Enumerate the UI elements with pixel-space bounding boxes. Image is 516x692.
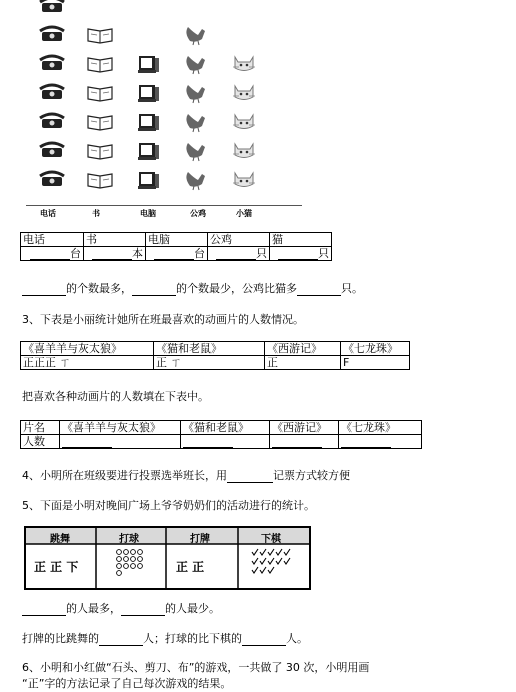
film-cell: 《猫和老鼠》 [154, 342, 265, 356]
book-icon [88, 174, 112, 188]
computer-icon [138, 85, 159, 102]
ball-tally-circle [124, 550, 129, 555]
cards-tally: 正 正 [176, 560, 205, 574]
blank[interactable] [22, 284, 66, 296]
header-cell: 电话 [21, 233, 84, 247]
ball-tally-circle [131, 564, 136, 569]
ball-tally-circle [124, 557, 129, 562]
tally-cell: 正正正 ㄒ [21, 356, 154, 370]
picto-label-telephone: 电话 [40, 209, 56, 218]
question-line-1: 的个数最多， 的个数最少，公鸡比猫多 只。 [22, 282, 363, 296]
telephone-icon [40, 85, 64, 99]
chess-tally-check [260, 567, 266, 573]
question-3-title: 3、下表是小丽统计她所在班最喜欢的动画片的人数情况。 [22, 313, 304, 326]
ball-tally-circle [138, 557, 143, 562]
header-cell: 公鸡 [208, 233, 270, 247]
activity-cards: 打牌 [190, 534, 210, 545]
ball-tally-circle [138, 550, 143, 555]
chess-tally-check [268, 567, 274, 573]
activity-tally-box [24, 526, 311, 590]
blank[interactable] [242, 634, 286, 646]
header-cell: 《七龙珠》 [339, 421, 422, 435]
activity-chess: 下棋 [261, 534, 281, 545]
ball-tally-circle [131, 557, 136, 562]
book-icon [88, 29, 112, 43]
blank[interactable] [121, 604, 165, 616]
header-cell: 《西游记》 [270, 421, 339, 435]
film-cell: 《喜羊羊与灰太狼》 [21, 342, 154, 356]
computer-icon [138, 143, 159, 160]
tally-cell: F [341, 356, 410, 370]
cat-icon [233, 57, 255, 71]
header-cell: 片名 [21, 421, 60, 435]
film-cell: 《西游记》 [265, 342, 341, 356]
pictograph [0, 0, 320, 225]
chess-tally-check [284, 549, 290, 555]
answer-cell[interactable] [339, 435, 422, 449]
ball-tally-circle [117, 557, 122, 562]
chess-tally-check [252, 549, 258, 555]
header-cell: 电脑 [146, 233, 208, 247]
blank[interactable] [22, 604, 66, 616]
telephone-icon [40, 27, 64, 41]
computer-icon [138, 114, 159, 131]
picto-label-computer: 电脑 [140, 209, 156, 218]
book-icon [88, 58, 112, 72]
row-label: 人数 [21, 435, 60, 449]
rooster-icon [186, 172, 205, 190]
question-3-instruction: 把喜欢各种动画片的人数填在下表中。 [22, 390, 209, 403]
header-cell: 《猫和老鼠》 [181, 421, 270, 435]
chess-tally-check [260, 558, 266, 564]
telephone-icon [40, 114, 64, 128]
telephone-icon [40, 143, 64, 157]
computer-icon [138, 56, 159, 73]
answer-cell[interactable]: 台 [21, 247, 84, 261]
telephone-icon [40, 0, 64, 12]
film-tally-table [20, 341, 410, 370]
ball-tally-circle [138, 564, 143, 569]
answer-cell[interactable]: 只 [208, 247, 270, 261]
film-count-table [20, 420, 422, 449]
picto-label-cat: 小猫 [236, 209, 252, 218]
chess-tally-check [260, 549, 266, 555]
count-table [20, 232, 332, 261]
ball-tally-circle [117, 564, 122, 569]
ball-tally-circle [117, 571, 122, 576]
answer-cell[interactable] [181, 435, 270, 449]
chess-tally-check [276, 549, 282, 555]
book-icon [88, 87, 112, 101]
question-5-line-2: 打牌的比跳舞的 人；打球的比下棋的 人。 [22, 632, 308, 645]
answer-cell[interactable]: 只 [270, 247, 332, 261]
blank[interactable] [227, 471, 273, 483]
ball-tally-circle [131, 550, 136, 555]
cat-icon [233, 173, 255, 187]
header-cell: 书 [84, 233, 146, 247]
book-icon [88, 116, 112, 130]
blank[interactable] [132, 284, 176, 296]
telephone-icon [40, 56, 64, 70]
picto-label-rooster: 公鸡 [190, 209, 206, 218]
rooster-icon [186, 143, 205, 161]
rooster-icon [186, 27, 205, 45]
question-5-title: 5、下面是小明对晚间广场上爷爷奶奶们的活动进行的统计。 [22, 499, 315, 512]
question-4: 4、小明所在班级要进行投票选举班长，用 记票方式较方便 [22, 469, 350, 482]
tally-cell: 正 [265, 356, 341, 370]
tally-cell: 正 ㄒ [154, 356, 265, 370]
ball-tally-circle [124, 564, 129, 569]
dance-tally: 正 正 下 [34, 560, 79, 574]
book-icon [88, 145, 112, 159]
pictograph-axis [26, 205, 302, 206]
count-table-header-row [21, 233, 332, 247]
question-6-line-1: 6、小明和小红做“石头、剪刀、布”的游戏，一共做了 30 次，小明用画 [22, 661, 370, 674]
blank[interactable] [297, 284, 341, 296]
rooster-icon [186, 114, 205, 132]
chess-tally-check [252, 558, 258, 564]
telephone-icon [40, 172, 64, 186]
blank[interactable] [99, 634, 143, 646]
cat-icon [233, 144, 255, 158]
count-table-answer-row [21, 247, 332, 261]
rooster-icon [186, 85, 205, 103]
activity-dance: 跳舞 [50, 534, 70, 545]
chess-tally-check [268, 558, 274, 564]
cat-icon [233, 115, 255, 129]
question-5-line-1: 的人最多， 的人最少。 [22, 602, 220, 616]
picto-label-book: 书 [92, 209, 100, 218]
answer-cell[interactable]: 本 [84, 247, 146, 261]
chess-tally-check [252, 567, 258, 573]
ball-tally-circle [117, 550, 122, 555]
header-cell: 猫 [270, 233, 332, 247]
chess-tally-check [268, 549, 274, 555]
computer-icon [138, 172, 159, 189]
activity-ball: 打球 [119, 534, 139, 545]
header-cell: 《喜羊羊与灰太狼》 [60, 421, 181, 435]
question-6-line-2: “正”字的方法记录了自己每次游戏的结果。 [22, 677, 232, 690]
answer-cell[interactable]: 台 [146, 247, 208, 261]
answer-cell[interactable] [270, 435, 339, 449]
chess-tally-check [284, 558, 290, 564]
chess-tally-check [276, 558, 282, 564]
rooster-icon [186, 56, 205, 74]
cat-icon [233, 86, 255, 100]
film-cell: 《七龙珠》 [341, 342, 410, 356]
answer-cell[interactable] [60, 435, 181, 449]
